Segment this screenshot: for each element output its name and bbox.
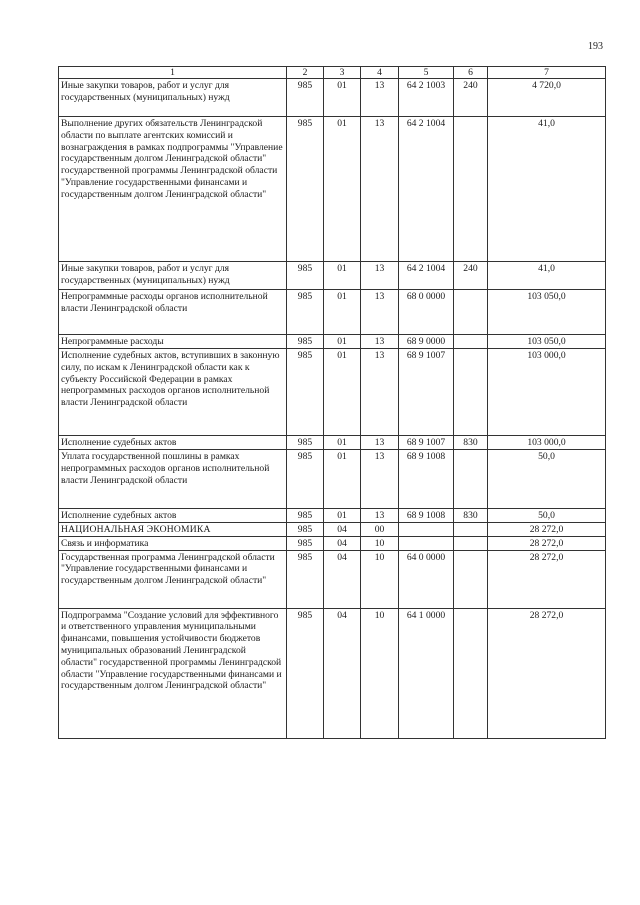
row-code-2: 985 <box>287 335 324 349</box>
row-code-5 <box>399 536 454 550</box>
row-amount: 103 050,0 <box>488 335 606 349</box>
row-code-6: 830 <box>454 509 488 523</box>
row-code-6: 240 <box>454 79 488 117</box>
row-code-2: 985 <box>287 450 324 509</box>
row-code-5: 68 9 0000 <box>399 335 454 349</box>
row-code-4: 13 <box>361 349 399 436</box>
row-code-2: 985 <box>287 523 324 537</box>
row-code-5: 64 2 1004 <box>399 117 454 262</box>
row-code-5: 68 9 1008 <box>399 450 454 509</box>
table-header-row <box>59 67 606 79</box>
row-name: Исполнение судебных актов <box>59 436 287 450</box>
row-name: Выполнение других обязательств Ленинградской области по выплате агентских комиссий и вознаграждения в рамках подпрограммы "Управление государственным долгом Ленинградской области" государственной программы Ленинградской области "Управление государственными финансами и государственным долгом Ленинградской области" <box>59 117 287 262</box>
row-code-6 <box>454 117 488 262</box>
row-code-5: 64 2 1004 <box>399 262 454 290</box>
row-code-3: 01 <box>324 450 361 509</box>
column-header-3: 3 <box>324 67 361 79</box>
row-code-3: 01 <box>324 79 361 117</box>
row-code-3: 04 <box>324 536 361 550</box>
column-header-4: 4 <box>361 67 399 79</box>
row-code-2: 985 <box>287 550 324 608</box>
row-amount: 28 272,0 <box>488 608 606 738</box>
row-amount: 41,0 <box>488 262 606 290</box>
table-row <box>59 450 606 509</box>
row-name: НАЦИОНАЛЬНАЯ ЭКОНОМИКА <box>59 523 287 537</box>
row-code-5: 68 9 1007 <box>399 349 454 436</box>
row-code-5: 68 0 0000 <box>399 290 454 335</box>
row-code-4: 10 <box>361 608 399 738</box>
table-row <box>59 608 606 738</box>
row-code-3: 04 <box>324 550 361 608</box>
row-code-3: 01 <box>324 436 361 450</box>
column-header-1: 1 <box>59 67 287 79</box>
row-name: Исполнение судебных актов, вступивших в законную силу, по искам к Ленинградской области как к субъекту Российской Федерации в рамках непрограммных расходов органов исполнительной власти Ленинградской области <box>59 349 287 436</box>
table-row <box>59 290 606 335</box>
row-code-3: 04 <box>324 608 361 738</box>
row-amount: 50,0 <box>488 509 606 523</box>
row-code-3: 01 <box>324 290 361 335</box>
row-code-4: 10 <box>361 536 399 550</box>
row-amount: 28 272,0 <box>488 550 606 608</box>
row-amount: 28 272,0 <box>488 536 606 550</box>
row-code-5: 68 9 1008 <box>399 509 454 523</box>
row-name: Непрограммные расходы органов исполнительной власти Ленинградской области <box>59 290 287 335</box>
row-amount: 41,0 <box>488 117 606 262</box>
row-code-2: 985 <box>287 262 324 290</box>
table-row <box>59 117 606 262</box>
table-row <box>59 262 606 290</box>
row-name: Подпрограмма "Создание условий для эффективного и ответственного управления муниципальными финансами, повышения устойчивости бюджетов муниципальных образований Ленинградской области" государственной программы Ленинградской области "Управление государственными финансами и государственным долгом Ленинградской области" <box>59 608 287 738</box>
row-code-4: 13 <box>361 436 399 450</box>
row-code-6 <box>454 349 488 436</box>
row-code-3: 04 <box>324 523 361 537</box>
row-code-5 <box>399 523 454 537</box>
table-row <box>59 79 606 117</box>
row-code-6 <box>454 536 488 550</box>
row-code-6 <box>454 550 488 608</box>
row-code-6 <box>454 608 488 738</box>
table-row <box>59 436 606 450</box>
row-code-6: 830 <box>454 436 488 450</box>
row-name: Связь и информатика <box>59 536 287 550</box>
row-code-6: 240 <box>454 262 488 290</box>
table-row <box>59 509 606 523</box>
table-row <box>59 523 606 537</box>
row-code-6 <box>454 335 488 349</box>
column-header-7: 7 <box>488 67 606 79</box>
row-code-4: 13 <box>361 450 399 509</box>
row-name: Иные закупки товаров, работ и услуг для государственных (муниципальных) нужд <box>59 79 287 117</box>
row-code-4: 13 <box>361 79 399 117</box>
row-code-4: 13 <box>361 117 399 262</box>
row-code-2: 985 <box>287 436 324 450</box>
row-amount: 28 272,0 <box>488 523 606 537</box>
row-amount: 4 720,0 <box>488 79 606 117</box>
row-code-2: 985 <box>287 349 324 436</box>
row-code-2: 985 <box>287 117 324 262</box>
row-amount: 103 050,0 <box>488 290 606 335</box>
row-code-4: 13 <box>361 262 399 290</box>
page-number: 193 <box>588 41 603 52</box>
row-code-2: 985 <box>287 79 324 117</box>
row-code-4: 13 <box>361 290 399 335</box>
table-row <box>59 550 606 608</box>
column-header-2: 2 <box>287 67 324 79</box>
row-code-5: 64 1 0000 <box>399 608 454 738</box>
row-code-2: 985 <box>287 509 324 523</box>
row-code-4: 13 <box>361 509 399 523</box>
row-code-5: 64 0 0000 <box>399 550 454 608</box>
row-code-5: 64 2 1003 <box>399 79 454 117</box>
column-header-5: 5 <box>399 67 454 79</box>
row-code-2: 985 <box>287 536 324 550</box>
row-code-6 <box>454 290 488 335</box>
column-header-6: 6 <box>454 67 488 79</box>
row-code-6 <box>454 523 488 537</box>
row-code-3: 01 <box>324 262 361 290</box>
table-row <box>59 349 606 436</box>
row-code-4: 00 <box>361 523 399 537</box>
row-code-4: 13 <box>361 335 399 349</box>
row-code-6 <box>454 450 488 509</box>
budget-table <box>58 66 606 739</box>
row-code-2: 985 <box>287 290 324 335</box>
row-code-2: 985 <box>287 608 324 738</box>
row-name: Непрограммные расходы <box>59 335 287 349</box>
row-amount: 103 000,0 <box>488 349 606 436</box>
row-code-3: 01 <box>324 335 361 349</box>
row-code-3: 01 <box>324 117 361 262</box>
row-name: Государственная программа Ленинградской области "Управление государственными финансами и государственным долгом Ленинградской области" <box>59 550 287 608</box>
row-amount: 50,0 <box>488 450 606 509</box>
row-name: Иные закупки товаров, работ и услуг для государственных (муниципальных) нужд <box>59 262 287 290</box>
row-amount: 103 000,0 <box>488 436 606 450</box>
row-code-3: 01 <box>324 509 361 523</box>
row-code-5: 68 9 1007 <box>399 436 454 450</box>
row-name: Уплата государственной пошлины в рамках непрограммных расходов органов исполнительной власти Ленинградской области <box>59 450 287 509</box>
row-code-3: 01 <box>324 349 361 436</box>
table-row <box>59 536 606 550</box>
row-name: Исполнение судебных актов <box>59 509 287 523</box>
table-row <box>59 335 606 349</box>
row-code-4: 10 <box>361 550 399 608</box>
